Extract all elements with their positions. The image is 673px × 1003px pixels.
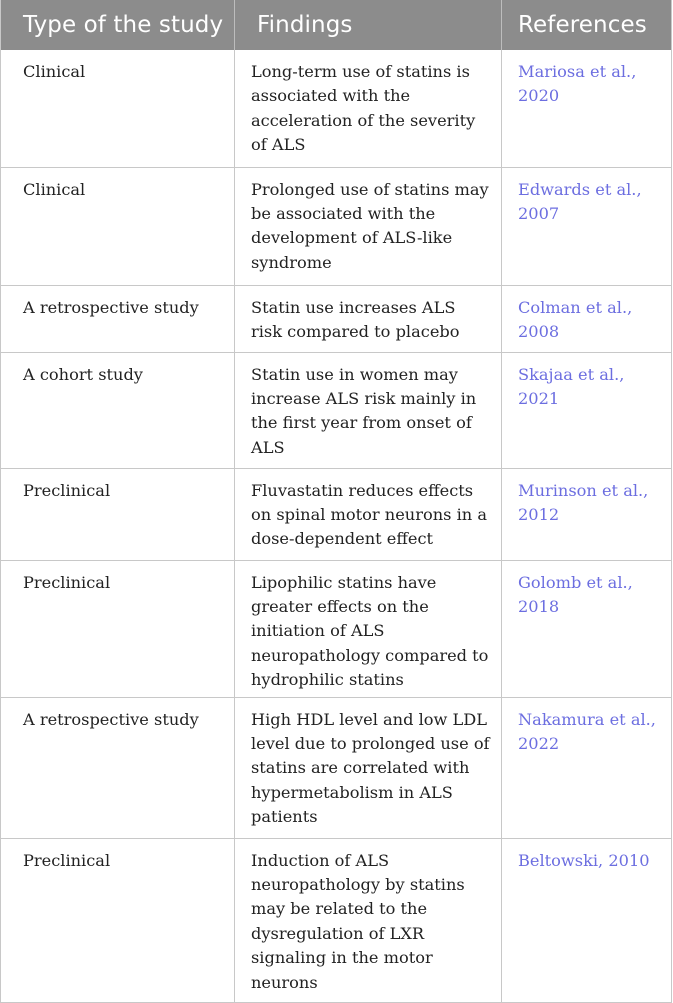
table-row: [1, 838, 672, 1002]
cell-findings: High HDL level and low LDL level due to prolonged use of statins are correlated with hypermetabolism in ALS patients: [235, 697, 502, 838]
header-references: References: [502, 0, 672, 50]
cell-findings: Prolonged use of statins may be associated with the development of ALS-like syndrome: [235, 167, 502, 285]
table-row: [1, 468, 672, 560]
reference-link[interactable]: Edwards et al., 2007: [502, 167, 672, 285]
header-row: [1, 0, 672, 50]
reference-link[interactable]: Mariosa et al., 2020: [518, 62, 637, 106]
table-row: [1, 285, 672, 352]
cell-type: A retrospective study: [1, 697, 235, 838]
cell-type: Preclinical: [1, 838, 235, 1002]
cell-type: Preclinical: [1, 468, 235, 560]
table-row: [1, 560, 672, 697]
cell-findings: Lipophilic statins have greater effects on the initiation of ALS neuropathology compared to hydrophilic statins: [235, 560, 502, 697]
table-row: [1, 697, 672, 838]
reference-link[interactable]: Skajaa et al., 2021: [502, 352, 672, 468]
table-row: [1, 352, 672, 468]
cell-type: Clinical: [1, 167, 235, 285]
cell-findings: Statin use in women may increase ALS risk mainly in the first year from onset of ALS: [235, 352, 502, 468]
cell-findings: Induction of ALS neuropathology by statins may be related to the dysregulation of LXR signaling in the motor neurons: [235, 838, 502, 1002]
table-row: [1, 50, 672, 167]
cell-findings: Long-term use of statins is associated with the acceleration of the severity of ALS: [235, 50, 502, 167]
reference-link[interactable]: Nakamura et al., 2022: [502, 697, 672, 838]
cell-findings: Fluvastatin reduces effects on spinal motor neurons in a dose-dependent effect: [235, 468, 502, 560]
reference-link[interactable]: Murinson et al., 2012: [502, 468, 672, 560]
reference-link[interactable]: Colman et al., 2008: [502, 285, 672, 352]
reference-link[interactable]: Beltowski, 2010: [502, 838, 672, 1002]
cell-type: A retrospective study: [1, 285, 235, 352]
reference-link[interactable]: Golomb et al., 2018: [502, 560, 672, 697]
header-type-of-study: Type of the study: [1, 0, 235, 50]
table-row: [1, 167, 672, 285]
table-header: [1, 0, 672, 50]
cell-findings: Statin use increases ALS risk compared to placebo: [235, 285, 502, 352]
table-body: [1, 50, 672, 1002]
header-findings: Findings: [235, 0, 502, 50]
cell-type: Preclinical: [1, 560, 235, 697]
cell-type: Clinical: [1, 50, 235, 167]
cell-type: A cohort study: [1, 352, 235, 468]
